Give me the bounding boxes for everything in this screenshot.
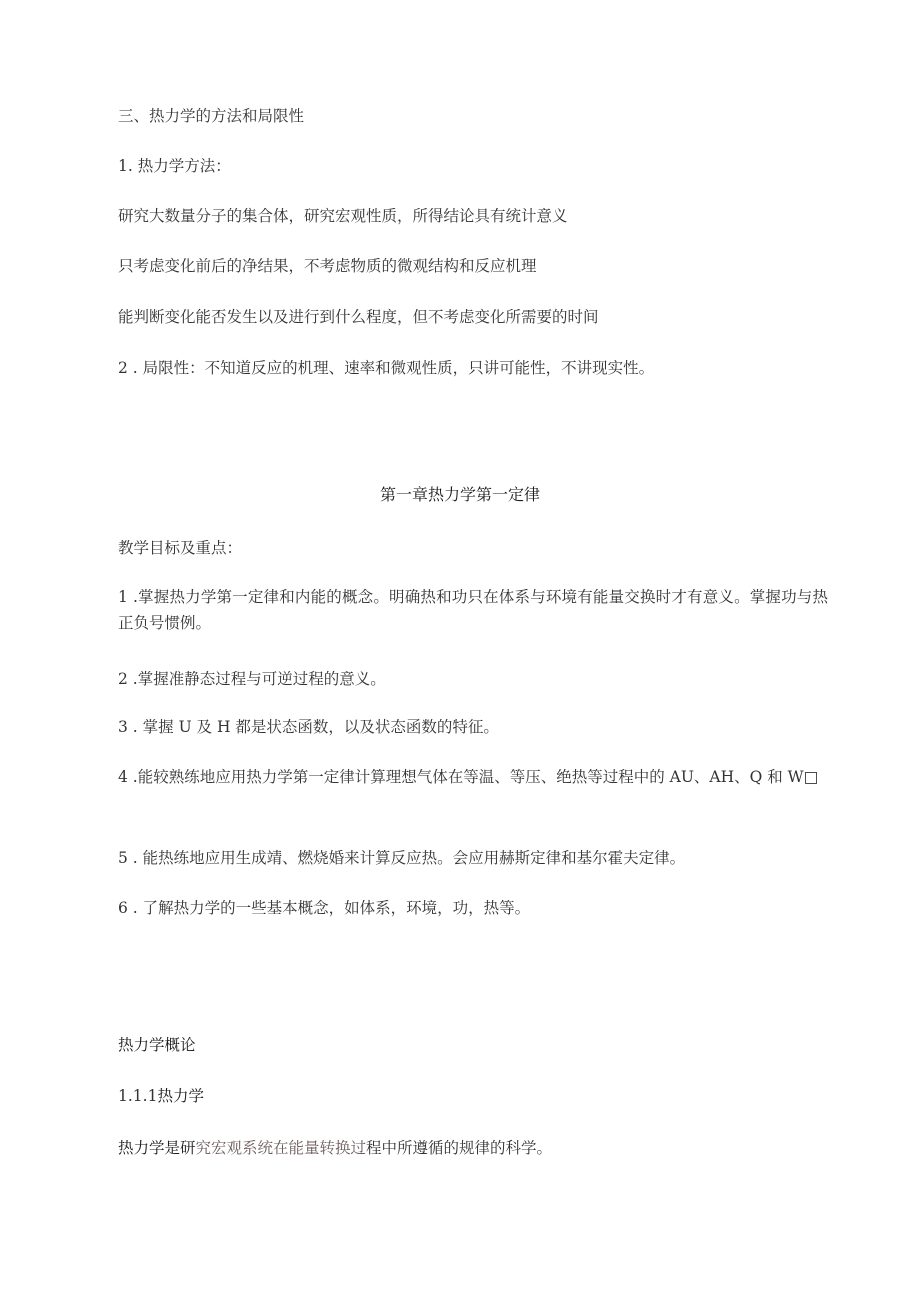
definition-part: 热力学是研 bbox=[118, 1139, 196, 1157]
section-heading: 三、热力学的方法和局限性 bbox=[118, 107, 305, 125]
subsection-heading bbox=[118, 1086, 204, 1106]
objectives-label: 教学目标及重点： bbox=[118, 539, 243, 557]
method-label: 1. 热力学方法： bbox=[118, 157, 231, 175]
objective-item: 2 .掌握准静态过程与可逆过程的意义。 bbox=[118, 670, 386, 688]
subsection-title: 热力学 bbox=[157, 1087, 204, 1105]
definition-text bbox=[118, 1138, 552, 1158]
method-point: 只考虑变化前后的净结果，不考虑物质的微观结构和反应机理 bbox=[118, 257, 537, 275]
method-point: 能判断变化能否发生以及进行到什么程度，但不考虑变化所需要的时间 bbox=[118, 308, 599, 326]
definition-part: 程中所遵循的规律的科学。 bbox=[366, 1139, 553, 1157]
objective-item: 5 . 能热练地应用生成靖、燃烧婚来计算反应热。会应用赫斯定律和基尔霍夫定律。 bbox=[118, 849, 686, 867]
limitation-text: 2 . 局限性：不知道反应的机理、速率和微观性质，只讲可能性，不讲现实性。 bbox=[118, 359, 655, 377]
objective-item: 6 . 了解热力学的一些基本概念，如体系，环境，功，热等。 bbox=[118, 899, 531, 917]
objective-item: 1 .掌握热力学第一定律和内能的概念。明确热和功只在体系与环境有能量交换时才有意义。掌握功与热正负号惯例。 bbox=[118, 588, 828, 632]
intro-heading: 热力学概论 bbox=[118, 1036, 196, 1054]
objective-item: 4 .能较熟练地应用热力学第一定律计算理想气体在等温、等压、绝热等过程中的 AU、AH、Q 和 W□ bbox=[118, 768, 819, 786]
chapter-title: 第一章热力学第一定律 bbox=[379, 485, 540, 504]
objective-item: 3 . 掌握 U 及 H 都是状态函数，以及状态函数的特征。 bbox=[118, 718, 499, 736]
method-point: 研究大数量分子的集合体，研究宏观性质，所得结论具有统计意义 bbox=[118, 207, 568, 225]
subsection-number: 1.1.1 bbox=[118, 1087, 158, 1105]
definition-part: 究宏观系统在能量转换过 bbox=[195, 1139, 367, 1157]
